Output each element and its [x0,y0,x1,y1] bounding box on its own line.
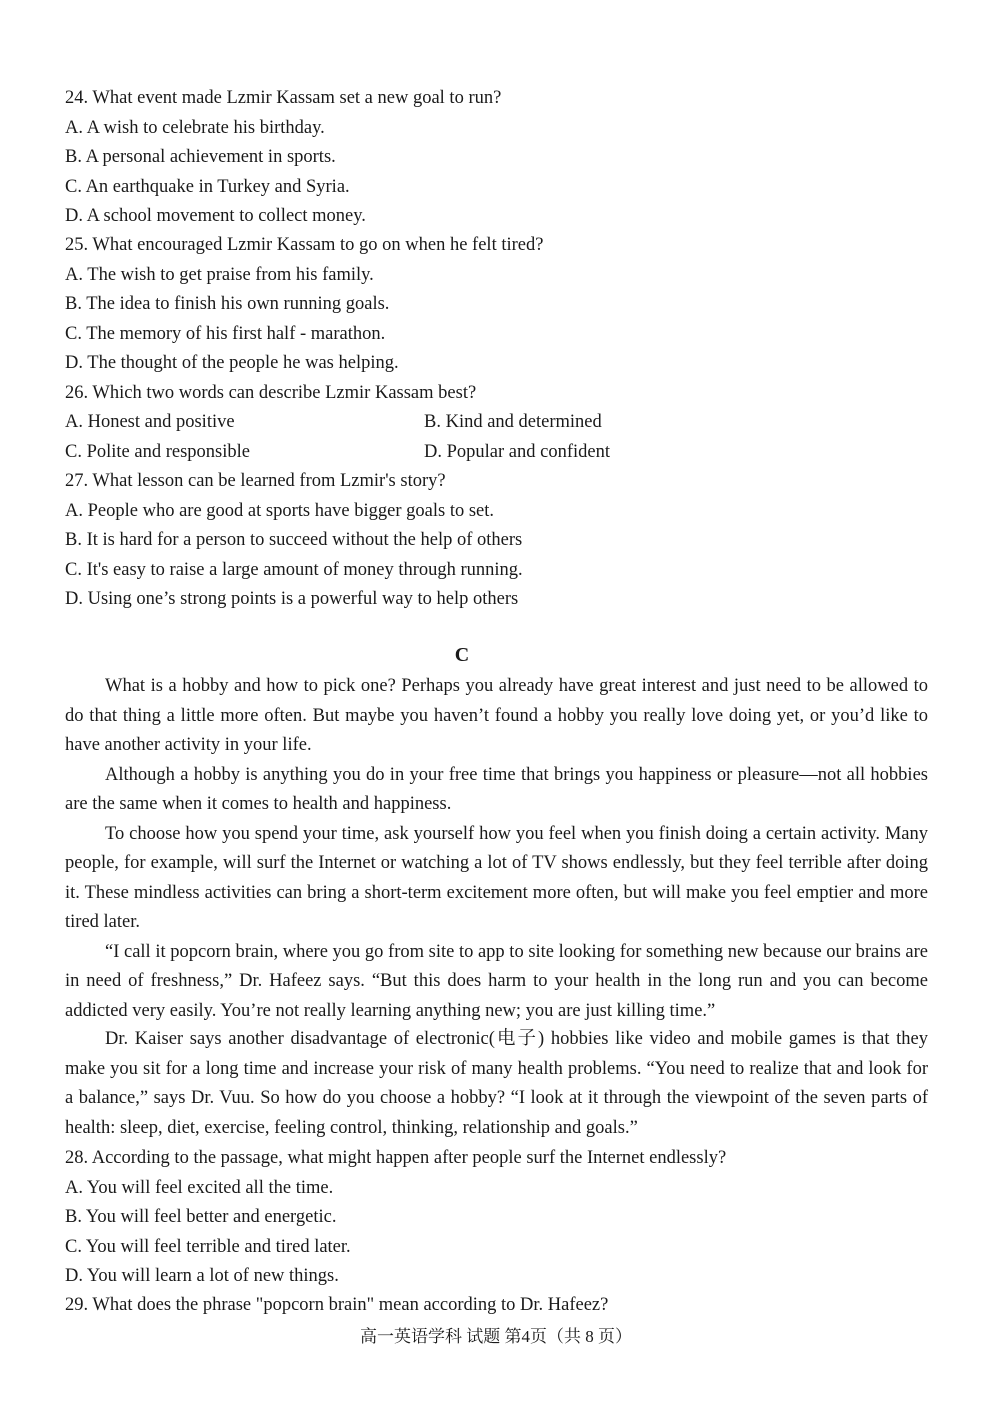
page-footer: 高一英语学科 试题 第4页（共 8 页） [360,1327,632,1346]
q28-option-b: B. You will feel better and energetic. [65,1207,337,1227]
q26-option-d: D. Popular and confident [424,441,610,462]
q24-option-d: D. A school movement to collect money. [65,206,366,226]
q26-option-b: B. Kind and determined [424,412,602,432]
question-27: 27. What lesson can be learned from Lzmir's story? [65,471,446,491]
passage-paragraph-5: Dr. Kaiser says another disadvantage of electronic(电子) hobbies like video and mobile games is that they make you sit for a long time and increase your risk of many health problems. “You need to realize that and look for a balance,” says Dr. Vuu. So how do you choose a hobby? “I look at it through the viewpoint of the seven parts of health: sleep, diet, exercise, feeling control, thinking, relationship and goals.” [65,1029,928,1138]
q25-option-b: B. The idea to finish his own running goals. [65,294,390,314]
q25-option-d: D. The thought of the people he was helping. [65,353,399,373]
question-29: 29. What does the phrase "popcorn brain" mean according to Dr. Hafeez? [65,1295,609,1315]
question-25: 25. What encouraged Lzmir Kassam to go on when he felt tired? [65,235,544,255]
passage-paragraph-1: What is a hobby and how to pick one? Perhaps you already have great interest and just need to be allowed to do that thing a little more often. But maybe you haven’t found a hobby you really love doing yet, or you’d like to have another activity in your life. [65,676,928,755]
q24-option-c: C. An earthquake in Turkey and Syria. [65,176,350,197]
passage-paragraph-4: “I call it popcorn brain, where you go from site to app to site looking for something new because our brains are in need of freshness,” Dr. Hafeez says. “But this does harm to your health in the long run and you can become addicted very easily. You’re not really learning anything new; you are just killing time.” [65,941,929,1021]
passage-paragraph-2: Although a hobby is anything you do in your free time that brings you happiness or pleasure—not all hobbies are the same when it comes to health and happiness. [65,764,928,814]
question-26: 26. Which two words can describe Lzmir Kassam best? [65,382,477,403]
q27-option-c: C. It's easy to raise a large amount of money through running. [65,559,523,580]
passage-paragraph-3: To choose how you spend your time, ask yourself how you feel when you finish doing a certain activity. Many people, for example, will surf the Internet or watching a lot of TV shows endlessly, but they feel terrible after doing it. These mindless activities can bring a short-term excitement more often, but will make you feel emptier and more tired later. [65,823,928,932]
q24-option-a: A. A wish to celebrate his birthday. [65,117,325,138]
q27-option-d: D. Using one’s strong points is a powerful way to help others [65,589,519,609]
q28-option-c: C. You will feel terrible and tired later. [65,1236,351,1257]
q28-option-d: D. You will learn a lot of new things. [65,1266,339,1286]
q25-option-c: C. The memory of his first half - marathon. [65,323,386,344]
q28-option-a: A. You will feel excited all the time. [65,1177,334,1198]
question-28: 28. According to the passage, what might happen after people surf the Internet endlessly? [65,1148,727,1168]
q24-option-b: B. A personal achievement in sports. [65,147,336,167]
q26-option-a: A. Honest and positive [65,412,235,432]
question-24: 24. What event made Lzmir Kassam set a new goal to run? [65,88,502,108]
q27-option-a: A. People who are good at sports have bigger goals to set. [65,500,495,521]
section-c-heading: C [454,644,470,666]
q27-option-b: B. It is hard for a person to succeed without the help of others [65,530,523,550]
q26-options-row-2 [65,438,935,468]
q25-option-a: A. The wish to get praise from his family. [65,264,374,285]
q26-options-row-1 [65,408,935,438]
q26-option-c: C. Polite and responsible [65,441,250,462]
